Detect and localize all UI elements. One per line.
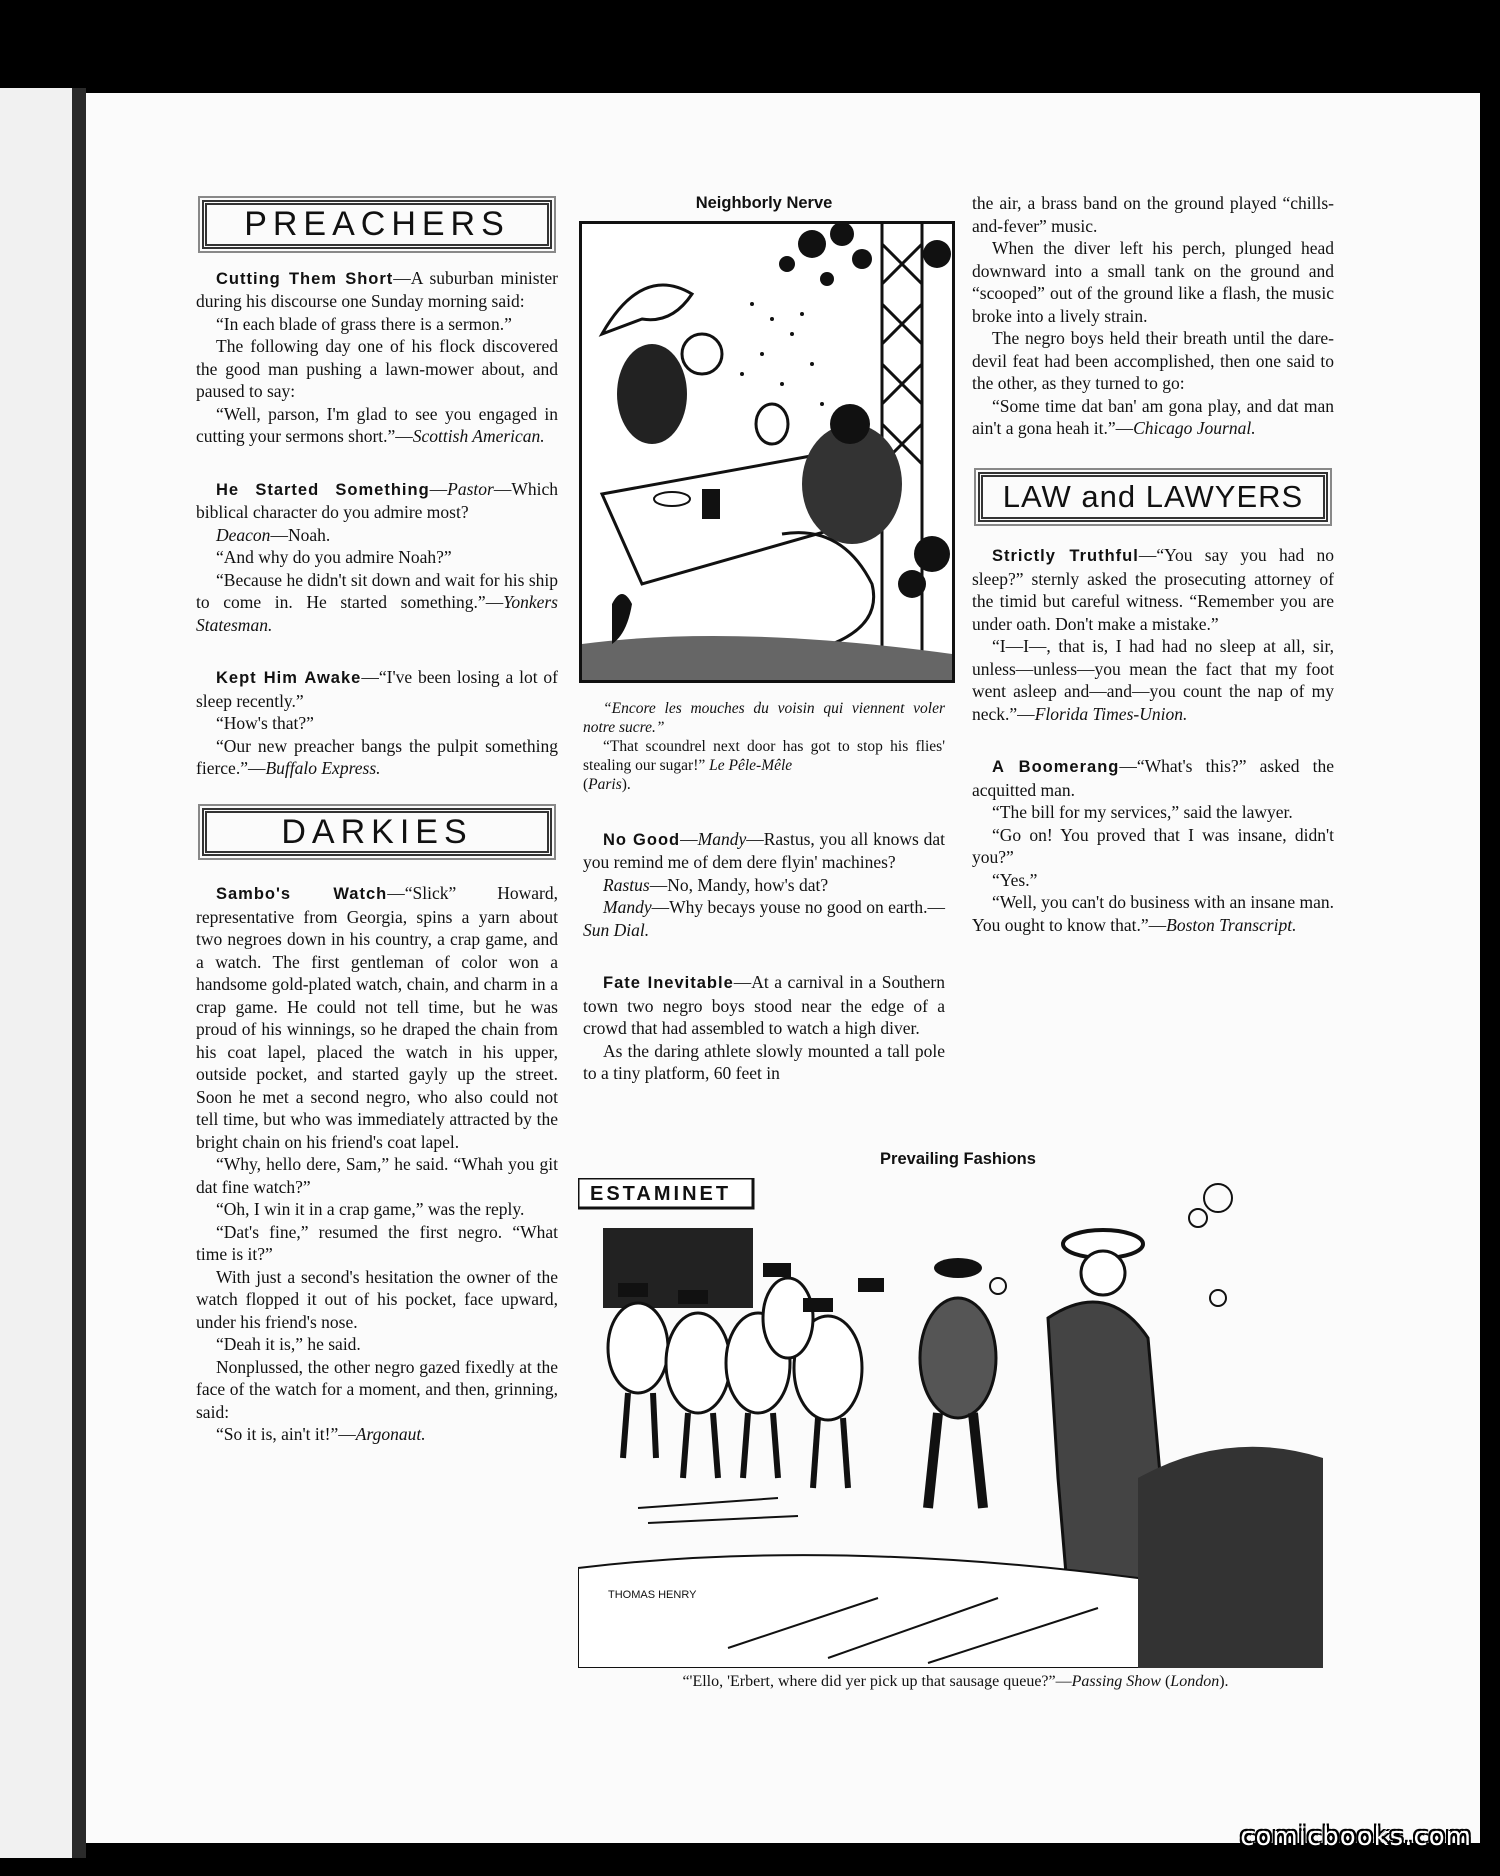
anecdote-text: “And why do you admire Noah?” [216, 547, 452, 567]
source-credit: Le Pêle-Mêle [709, 756, 793, 774]
anecdote-title: Sambo's Watch [216, 885, 388, 903]
anecdote-title: Strictly Truthful [992, 547, 1139, 565]
anecdote-text: With just a second's hesitation the owner of the watch flopped it out of his pocket, face upward, under his friend's nose. [196, 1266, 558, 1332]
anecdote-text: — [680, 828, 698, 849]
column-left [196, 196, 558, 1446]
speaker-label: Rastus [603, 874, 650, 895]
source-credit: Paris [588, 775, 622, 793]
anecdote-text: “Oh, I win it in a crap game,” was the reply. [216, 1199, 525, 1219]
anecdote-text: The following day one of his flock discovered the good man pushing a lawn-mower about, and paused to say: [196, 336, 558, 401]
anecdote-text: As the daring athlete slowly mounted a tall pole to a tiny platform, 60 feet in [583, 1040, 945, 1083]
anecdote-text: When the diver left his perch, plunged head downward into a small tank on the ground and “scooped” out of the ground like a flash, the music broke into a lively strain. [972, 238, 1334, 326]
watermark: comicbooks.com [1240, 1822, 1472, 1852]
caption-text: ( [1160, 1673, 1171, 1690]
column-right [972, 192, 1334, 936]
anecdote-text: “The bill for my services,” said the lawyer. [992, 802, 1293, 822]
section-heading-law-and-lawyers: LAW and LAWYERS [978, 472, 1328, 523]
cartoon-caption [583, 1672, 1328, 1691]
anecdote-text: “In each blade of grass there is a sermon.” [216, 313, 512, 334]
speaker-label: Mandy [697, 828, 747, 849]
anecdote-text [583, 874, 945, 897]
anecdote-text [972, 891, 1334, 936]
shop-sign: ESTAMINET [590, 1183, 732, 1205]
anecdote-text: “Our new preacher bangs the pulpit something fierce.”— [196, 735, 558, 778]
anecdote-text: — [429, 478, 448, 499]
anecdote-text [196, 1423, 558, 1446]
source-credit: Sun Dial. [583, 919, 650, 940]
anecdote-title: Fate Inevitable [603, 974, 734, 992]
anecdote-strictly-truthful [972, 544, 1334, 635]
anecdote-text: “So it is, ain't it!”— [216, 1424, 356, 1444]
anecdote-title: No Good [603, 830, 681, 849]
caption-text: ). [621, 775, 631, 793]
artist-signature: THOMAS HENRY [608, 1589, 697, 1601]
anecdote-text: —“I've been losing a lot of sleep recently.” [196, 667, 559, 711]
anecdote-text [972, 395, 1334, 440]
cartoon-caption-english [583, 737, 945, 794]
cartoon-neighborly-nerve [579, 221, 955, 683]
source-credit: Buffalo Express. [265, 758, 381, 778]
anecdote-text: —Why becays youse no good on earth.— [651, 897, 945, 917]
soldiers-illustration [578, 1178, 1323, 1668]
section-heading-darkies: DARKIES [202, 808, 552, 857]
anecdote-text: —At a carnival in a Southern town two negro boys stood near the edge of a crowd that had assembled to watch a high diver. [583, 972, 945, 1038]
anecdote-text: “Dat's fine,” resumed the first negro. “What time is it?” [196, 1221, 558, 1264]
anecdote-text: “Why, hello dere, Sam,” he said. “Whah you git dat fine watch?” [196, 1154, 558, 1197]
anecdote-title: He Started Something [216, 480, 430, 499]
source-credit: Florida Times-Union. [1034, 703, 1188, 724]
anecdote-text: “Go on! You proved that I was insane, didn't you?” [972, 824, 1334, 867]
anecdote-text: “How's that?” [216, 713, 314, 733]
anecdote-text: —No, Mandy, how's dat? [649, 874, 829, 895]
anecdote-text: “Well, parson, I'm glad to see you engaged in cutting your sermons short.”— [196, 403, 558, 446]
anecdote-text: “Because he didn't sit down and wait for his ship to come in. He started something.”— [196, 569, 558, 612]
anecdote-text: The negro boys held their breath until the dare-devil feat had been accomplished, then one said to the other, as they turned to go: [972, 328, 1334, 393]
anecdote-text [196, 403, 558, 448]
anecdote-text: Nonplussed, the other negro gazed fixedly at the face of the watch for a moment, and then, grinning, said: [196, 1356, 558, 1422]
anecdote-title: Cutting Them Short [216, 269, 394, 288]
source-credit: Passing Show [1071, 1673, 1161, 1690]
source-credit: Scottish American. [412, 426, 545, 446]
source-credit: Chicago Journal. [1133, 418, 1256, 438]
anecdote-text: —Which biblical character do you admire most? [196, 478, 558, 522]
cartoon-prevailing-fashions [578, 1178, 1323, 1668]
anecdote-text: “Well, you can't do business with an insane man. You ought to know that.”— [972, 892, 1334, 935]
column-middle [583, 192, 945, 1085]
caption-text: ). [1219, 1673, 1229, 1690]
anecdote-text: —“Slick” Howard, representative from Georgia, spins a yarn about two negroes down in his country, a crap game, and a watch. The first gentleman of color won a handsome gold-plated watch, chain, and charm in a crap game. He could not tell time, but he was proud of his winnings, so he draped the chain from his coat lapel, placed the watch in his upper, outside pocket, and started gayly up the street. Soon he met a second negro, who also could not tell time, but who was immediately attracted by the bright chain on his friend's coat lapel. [196, 883, 558, 1152]
caption-text: “That scoundrel next door has got to stop his flies' stealing our sugar!” [583, 737, 945, 774]
facing-page-edge [0, 88, 80, 1858]
anecdote-text [583, 896, 945, 941]
anecdote-fate-inevitable [583, 971, 945, 1040]
cartoon-caption-french: “Encore les mouches du voisin qui viennent voler notre sucre.” [583, 699, 945, 736]
section-heading-preachers: PREACHERS [202, 200, 552, 249]
anecdote-no-good [583, 828, 945, 874]
anecdote-text [196, 569, 558, 637]
anecdote-kept-him-awake [196, 666, 558, 712]
source-credit: Yonkers Statesman. [196, 592, 558, 635]
anecdote-text: —Noah. [270, 524, 331, 545]
anecdote-text: the air, a brass band on the ground played “chills-and-fever” music. [972, 193, 1334, 236]
cartoon-title: Prevailing Fashions [880, 1150, 1036, 1168]
page-gutter [72, 88, 86, 1858]
cartoon-title: Neighborly Nerve [695, 194, 833, 212]
anecdote-text: —A suburban minister during his discourse one Sunday morning said: [196, 267, 559, 311]
source-credit: Argonaut. [355, 1424, 426, 1444]
speaker-label: Pastor [447, 478, 494, 499]
anecdote-text: “Deah it is,” he said. [216, 1334, 361, 1354]
anecdote-cutting-them-short [196, 267, 558, 313]
anecdote-text [196, 524, 558, 547]
speaker-label: Mandy [603, 897, 652, 917]
anecdote-text [196, 735, 558, 780]
anecdote-text: “Yes.” [992, 869, 1038, 890]
anecdote-a-boomerang [972, 755, 1334, 801]
anecdote-text [972, 635, 1334, 725]
anecdote-sambos-watch [196, 882, 558, 1153]
speaker-label: Deacon [216, 524, 271, 545]
caption-text: ( [583, 775, 589, 793]
tea-party-illustration [582, 224, 952, 680]
anecdote-text: “I—I—, that is, I had had no sleep at all, sir, unless—unless—you mean the fact that my foot went asleep and—and—you count the nap of my neck.”— [972, 636, 1334, 724]
anecdote-text: —Rastus, you all knows dat you remind me of dem dere flyin' machines? [583, 828, 945, 872]
source-credit: London [1170, 1673, 1220, 1690]
anecdote-title: A Boomerang [992, 758, 1120, 776]
anecdote-text: “Some time dat ban' am gona play, and dat man ain't a gona heah it.”— [972, 395, 1334, 438]
anecdote-text: —“What's this?” asked the acquitted man. [972, 756, 1334, 800]
anecdote-title: Kept Him Awake [216, 669, 362, 687]
anecdote-text: —“You say you had no sleep?” sternly asked the prosecuting attorney of the timid but careful witness. “Remember you are under oath. Don't make a mistake.” [972, 545, 1335, 634]
source-credit: Boston Transcript. [1166, 914, 1297, 935]
caption-text: “'Ello, 'Erbert, where did yer pick up that sausage queue?”— [682, 1673, 1072, 1690]
anecdote-he-started-something [196, 478, 558, 524]
